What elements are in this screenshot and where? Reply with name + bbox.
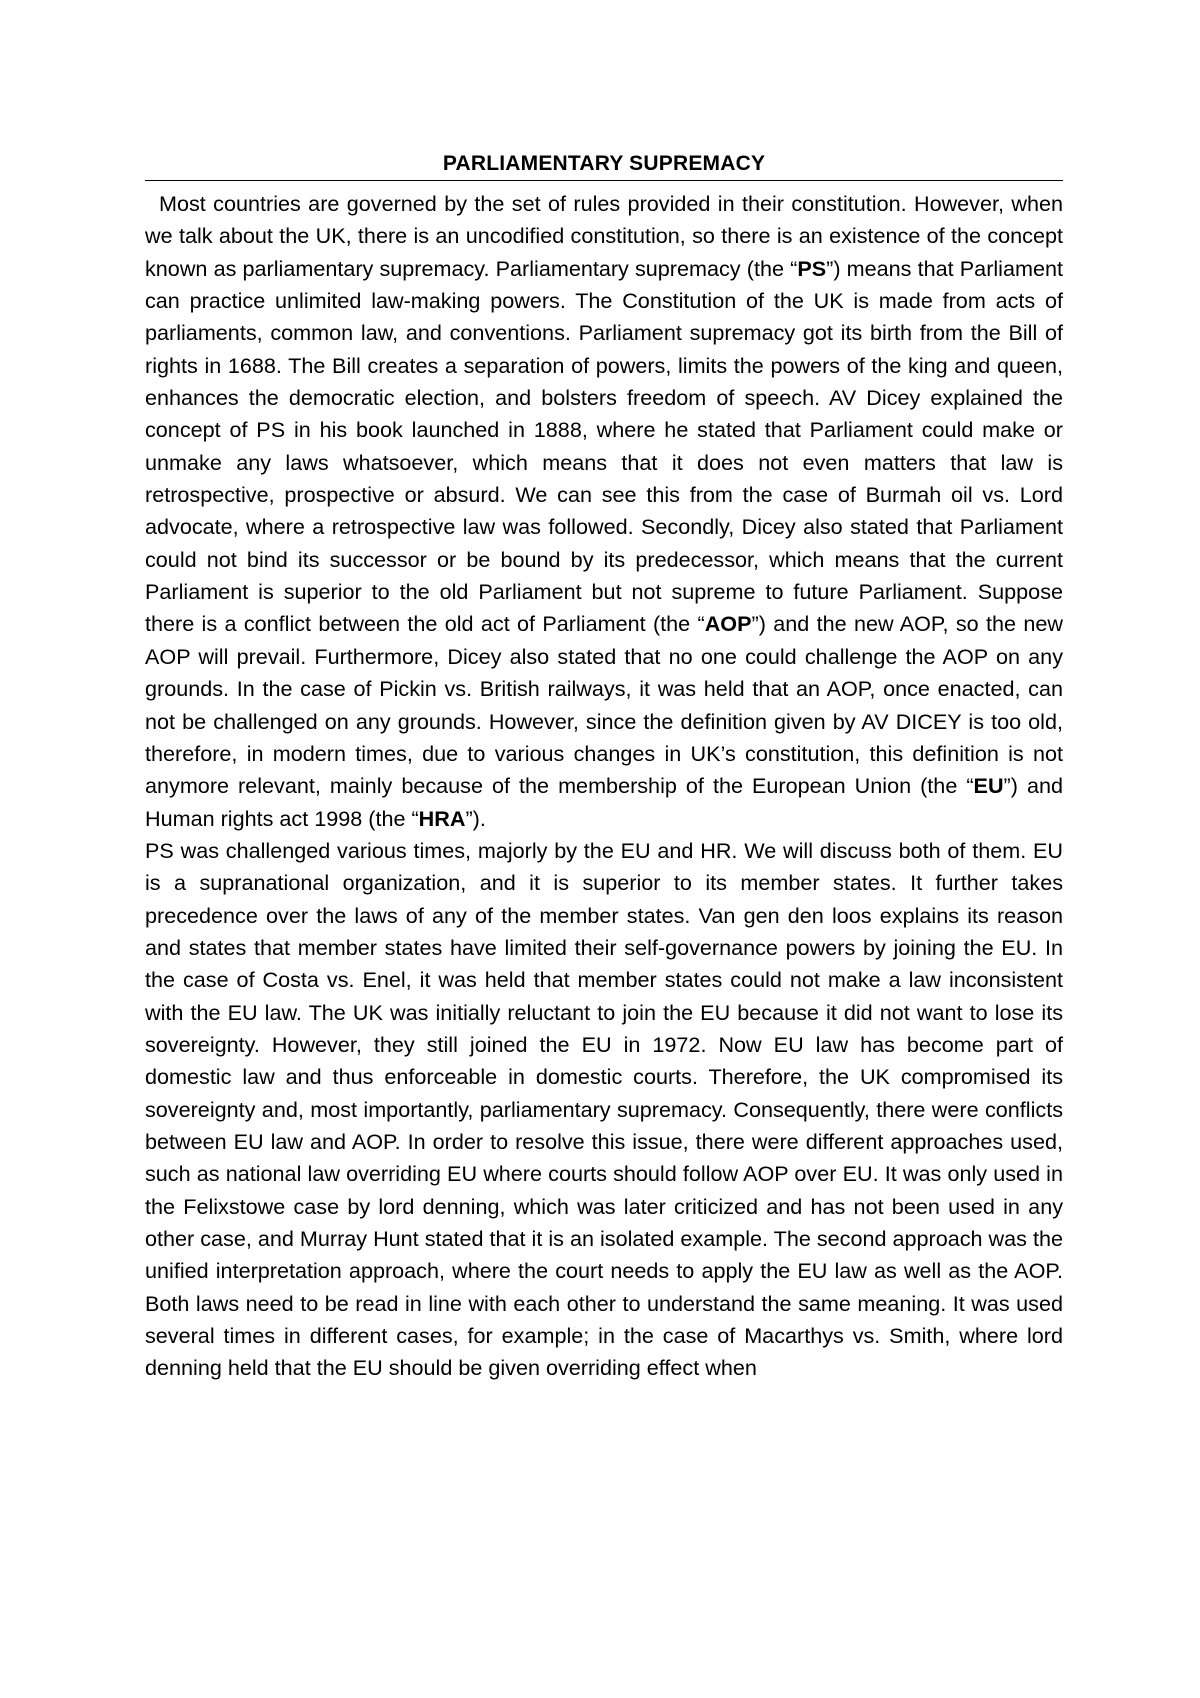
defined-term-aop: AOP bbox=[704, 611, 752, 637]
paragraph-1-text-4: ”) and Human rights act 1998 (the “ bbox=[145, 773, 1063, 831]
paragraph-1-text-5: ”). bbox=[465, 805, 486, 831]
document-body bbox=[145, 188, 1063, 1385]
paragraph-1-text-2: ”) means that Parliament can practice unlimited law-making powers. The Constitution of the UK is made from acts of parliaments, common law, and conventions. Parliament supremacy got its birth from the Bill of rights in 1688. The Bill creates a separation of powers, limits the powers of the king and queen, enhances the democratic election, and bolsters freedom of speech. AV Dicey explained the concept of PS in his book launched in 1888, where he stated that Parliament could make or unmake any laws whatsoever, which means that it does not even matters that law is retrospective, prospective or absurd. We can see this from the case of Burmah oil vs. Lord advocate, where a retrospective law was followed. Secondly, Dicey also stated that Parliament could not bind its successor or be bound by its predecessor, which means that the current Parliament is superior to the old Parliament but not supreme to future Parliament. Suppose there is a conflict between the old act of Parliament (the “ bbox=[145, 255, 1063, 637]
defined-term-ps: PS bbox=[797, 255, 827, 281]
paragraph-1-text-3: ”) and the new AOP, so the new AOP will prevail. Furthermore, Dicey also stated that no one could challenge the AOP on any grounds. In the case of Pickin vs. British railways, it was held that an AOP, once enacted, can not be challenged on any grounds. However, since the definition given by AV DICEY is too old, therefore, in modern times, due to various changes in UK’s constitution, this definition is not anymore relevant, mainly because of the membership of the European Union (the “ bbox=[145, 611, 1063, 799]
defined-term-hra: HRA bbox=[418, 805, 466, 831]
paragraph-1 bbox=[145, 188, 1063, 835]
document-title: PARLIAMENTARY SUPREMACY bbox=[442, 152, 766, 175]
paragraph-1-text-1: Most countries are governed by the set of rules provided in their constitution. However, when we talk about the UK, there is an uncodified constitution, so there is an existence of the concept known as parliamentary supremacy. Parliamentary supremacy (the “ bbox=[145, 191, 1063, 281]
defined-term-eu: EU bbox=[973, 773, 1004, 799]
paragraph-2: PS was challenged various times, majorly by the EU and HR. We will discuss both of them. EU is a supranational organization, and it is superior to its member states. It further takes precedence over the laws of any of the member states. Van gen den loos explains its reason and states that member states have limited their self-governance powers by joining the EU. In the case of Costa vs. Enel, it was held that member states could not make a law inconsistent with the EU law. The UK was initially reluctant to join the EU because it did not want to lose its sovereignty. However, they still joined the EU in 1972. Now EU law has become part of domestic law and thus enforceable in domestic courts. Therefore, the UK compromised its sovereignty and, most importantly, parliamentary supremacy. Consequently, there were conflicts between EU law and AOP. In order to resolve this issue, there were different approaches used, such as national law overriding EU where courts should follow AOP over EU. It was only used in the Felixstowe case by lord denning, which was later criticized and has not been used in any other case, and Murray Hunt stated that it is an isolated example. The second approach was the unified interpretation approach, where the court needs to apply the EU law as well as the AOP. Both laws need to be read in line with each other to understand the same meaning. It was used several times in different cases, for example; in the case of Macarthys vs. Smith, where lord denning held that the EU should be given overriding effect when bbox=[145, 837, 1063, 1381]
title-underline bbox=[145, 180, 1063, 181]
